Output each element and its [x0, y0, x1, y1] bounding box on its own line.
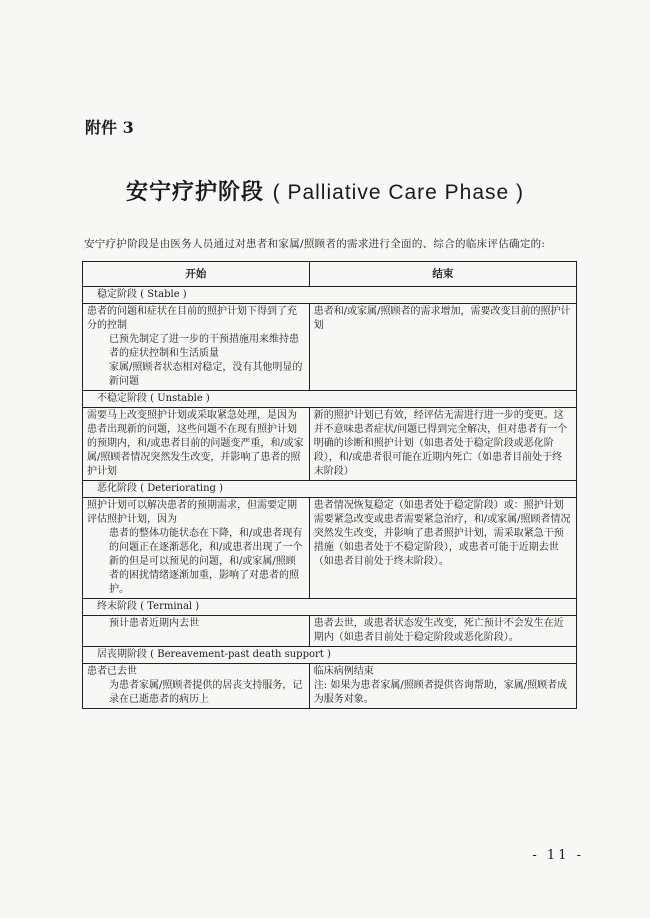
start-cell: [83, 498, 310, 599]
phase-row-stable: [83, 287, 577, 304]
phase-row-terminal: [83, 599, 577, 616]
phase-content-unstable: [83, 408, 577, 481]
start-cell: [83, 304, 310, 391]
end-text: 新的照护计划已有效，经评估无需进行进一步的变更。这并不意味患者症状/问题已得到完全解决，但对患者有一个明确的诊断和照护计划（如患者处于稳定阶段或恶化阶段），和/或患者很可能在近期内死亡（如患者目前处于终末阶段）: [313, 410, 568, 477]
header-start: 开始: [83, 262, 310, 287]
end-cell: [309, 408, 576, 481]
start-text: 需要马上改变照护计划或采取紧急处理，是因为患者出现新的问题，这些问题不在现有照护计划的预期内，和/或患者目前的问题变严重，和/或家属/照顾者情况突然发生改变，并影响了患者的照护计划: [87, 410, 304, 477]
appendix-label: 附件 3: [85, 118, 134, 137]
phase-name: 不稳定阶段 ( Unstable ): [83, 391, 577, 408]
page-title: [0, 175, 650, 206]
start-cell: [83, 408, 310, 481]
phase-name: 居丧期阶段 ( Bereavement-past death support ): [83, 647, 577, 664]
header-end: 结束: [309, 262, 576, 287]
table-header-row: [83, 262, 577, 287]
end-text: 临床病例结束: [313, 666, 374, 677]
phase-table: [82, 261, 577, 709]
start-cell: [83, 664, 310, 709]
end-text: 注: 如果为患者家属/照顾者提供咨询帮助，家属/照顾者成为服务对象。: [313, 680, 568, 705]
end-cell: [309, 304, 576, 391]
end-text: 患者情况恢复稳定（如患者处于稳定阶段）或：照护计划需要紧急改变或患者需要紧急治疗，和/或家属/照顾者情况突然发生改变，并影响了患者照护计划，需采取紧急干预措施（如患者处于不稳定阶段），或患者可能于近期去世（如患者目前处于终末阶段）。: [313, 500, 571, 567]
phase-content-bereavement: [83, 664, 577, 709]
start-text: 患者的问题和症状在目前的照护计划下得到了充分的控制: [87, 306, 297, 331]
intro-text: 安宁疗护阶段是由医务人员通过对患者和家属/照顾者的需求进行全面的、综合的临床评估确定的:: [84, 238, 546, 250]
start-text: 家属/照顾者状态相对稳定，没有其他明显的新问题: [109, 362, 303, 387]
start-text: 照护计划可以解决患者的预期需求，但需要定期评估照护计划，因为: [87, 500, 297, 525]
end-cell: [309, 664, 576, 709]
start-text: 患者已去世: [87, 666, 137, 677]
start-text: 为患者家属/照顾者提供的居丧支持服务，记录在已逝患者的病历上: [109, 680, 303, 705]
phase-content-terminal: [83, 616, 577, 647]
start-text: 已预先制定了进一步的干预措施用来维持患者的症状控制和生活质量: [109, 334, 299, 359]
start-text: 预计患者近期内去世: [109, 618, 199, 629]
title-cn: 安宁疗护阶段: [125, 179, 264, 205]
phase-name: 终末阶段 ( Terminal ): [83, 599, 577, 616]
start-text: 患者的整体功能状态在下降，和/或患者现有的问题正在逐渐恶化，和/或患者出现了一个新的但是可以预见的问题，和/或家属/照顾者的困扰情绪逐渐加重，影响了对患者的照护。: [109, 528, 303, 595]
phase-row-bereavement: [83, 647, 577, 664]
phase-row-unstable: [83, 391, 577, 408]
end-cell: [309, 616, 576, 647]
phase-name: 稳定阶段 ( Stable ): [83, 287, 577, 304]
phase-name: 恶化阶段 ( Deteriorating ): [83, 481, 577, 498]
start-cell: [83, 616, 310, 647]
phase-row-deteriorating: [83, 481, 577, 498]
phase-content-deteriorating: [83, 498, 577, 599]
end-text: 患者和/或家属/照顾者的需求增加，需要改变目前的照护计划: [313, 306, 571, 331]
end-cell: [309, 498, 576, 599]
phase-content-stable: [83, 304, 577, 391]
page-number: - 11 -: [532, 848, 584, 863]
title-en: ( Palliative Care Phase ): [272, 181, 525, 204]
end-text: 患者去世，或患者状态发生改变，死亡预计不会发生在近期内（如患者目前处于稳定阶段或恶化阶段）。: [313, 618, 564, 643]
